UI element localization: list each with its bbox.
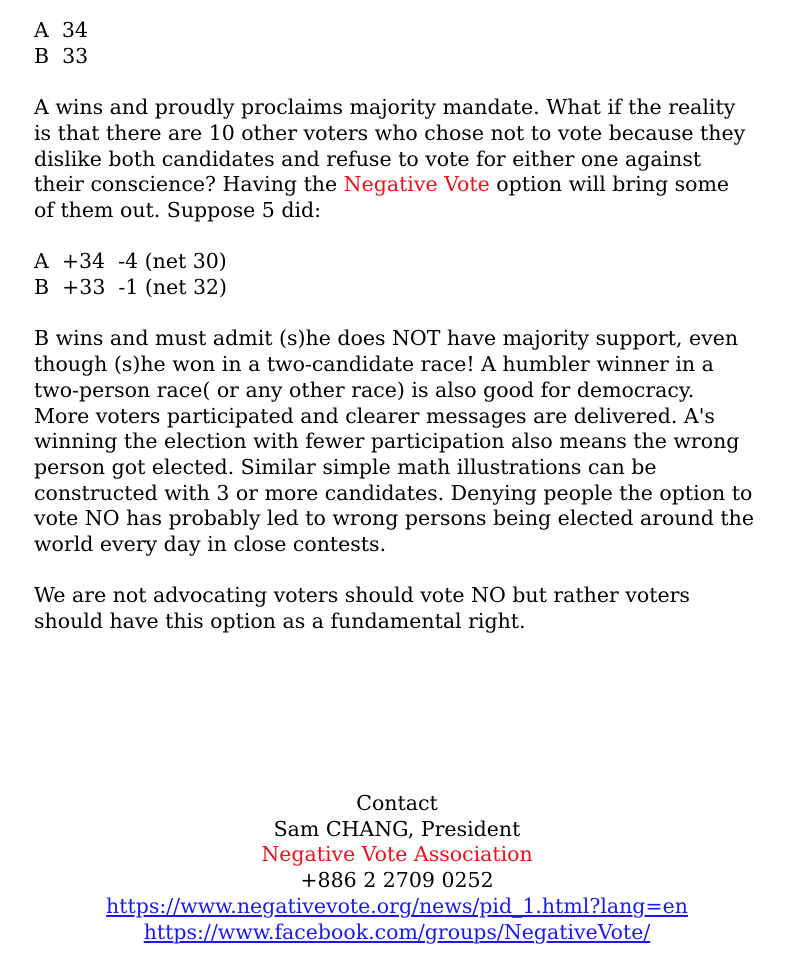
tally-a: A 34 — [34, 18, 88, 42]
contact-phone: +886 2 2709 0252 — [300, 868, 494, 893]
negative-vote-tally — [34, 249, 754, 300]
contact-block — [0, 791, 794, 945]
contact-name: Sam CHANG, President — [273, 816, 521, 841]
tally-b: B 33 — [34, 43, 89, 68]
initial-tally — [34, 18, 754, 69]
facebook-link[interactable]: https://www.facebook.com/groups/NegativeVote/ — [143, 919, 651, 944]
website-link[interactable]: https://www.negativevote.org/news/pid_1.html?lang=en — [106, 893, 688, 918]
paragraph-text-end: option will bring some of them out. Suppose 5 did: — [34, 172, 730, 222]
contact-organization: Negative Vote Association — [261, 842, 533, 867]
tally-a-net: A +34 -4 (net 30) — [34, 249, 227, 274]
paragraph-b-wins: B wins and must admit (s)he does NOT have majority support, even though (s)he won in a two-candidate race! A humbler winner in a two-person race( or any other race) is also good for democracy. More voters participated and clearer messages are delivered. A's winning the election with fewer participation also means the wrong person got elected. Similar simple math illustrations can be constructed with 3 or more candidates. Denying people the option to vote NO has probably led to wrong persons being elected around the world every day in close contests. — [34, 326, 754, 557]
document-body — [34, 18, 754, 661]
tally-b-net: B +33 -1 (net 32) — [34, 275, 228, 299]
negative-vote-highlight: Negative Vote — [343, 172, 490, 197]
paragraph-text: A wins and proudly proclaims majority mandate. What if the reality is that there are 10 other voters who chose not to vote because they dislike both candidates and refuse to vote for either one against their conscience? Having the — [34, 95, 746, 197]
paragraph-majority-mandate — [34, 95, 754, 224]
contact-heading: Contact — [356, 791, 438, 815]
paragraph-advocacy: We are not advocating voters should vote NO but rather voters should have this option as a fundamental right. — [34, 583, 690, 634]
